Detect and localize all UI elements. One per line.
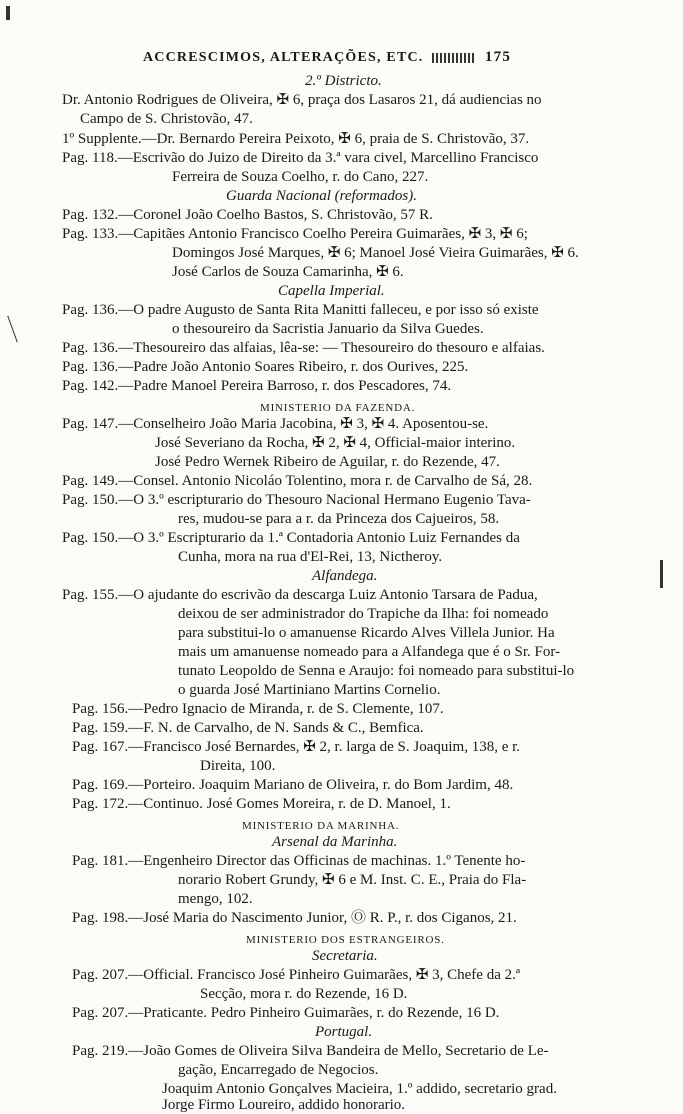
entry-line: Pag. 155.—O ajudante do escrivão da descarga Luiz Antonio Tarsara de Padua, — [62, 587, 538, 603]
entry-line: José Pedro Wernek Ribeiro de Aguilar, r. do Rezende, 47. — [155, 454, 500, 470]
margin-mark — [660, 560, 663, 588]
entry-line: Pag. 118.—Escrivão do Juizo de Direito da 3.ª vara civel, Marcellino Francisco — [62, 150, 539, 166]
ministry-heading: MINISTERIO DA FAZENDA. — [260, 402, 416, 414]
entry-line: José Carlos de Souza Camarinha, ✠ 6. — [172, 264, 404, 280]
entry-line: deixou de ser administrador do Trapiche da Ilha: foi nomeado — [178, 606, 549, 622]
section-heading: Capella Imperial. — [278, 283, 385, 299]
section-heading: Alfandega. — [312, 568, 378, 584]
section-heading: Portugal. — [315, 1024, 373, 1040]
entry-line: Domingos José Marques, ✠ 6; Manoel José Vieira Guimarães, ✠ 6. — [172, 245, 579, 261]
ministry-heading: MINISTERIO DA MARINHA. — [242, 820, 400, 832]
entry-line: 1º Supplente.—Dr. Bernardo Pereira Peixoto, ✠ 6, praia de S. Christovão, 37. — [62, 131, 530, 147]
entry-line: gação, Encarregado de Negocios. — [178, 1062, 379, 1078]
ministry-heading: MINISTERIO DOS ESTRANGEIROS. — [246, 934, 445, 946]
entry-line: Pag. 133.—Capitães Antonio Francisco Coelho Pereira Guimarães, ✠ 3, ✠ 6; — [62, 226, 528, 242]
entry-line: Joaquim Antonio Gonçalves Macieira, 1.º addido, secretario grad. — [162, 1081, 557, 1097]
header-ornament — [432, 53, 476, 63]
margin-mark — [7, 316, 18, 343]
entry-line: tunato Leopoldo de Senna e Araujo: foi nomeado para substitui-lo — [178, 663, 575, 679]
entry-line: Pag. 136.—Padre João Antonio Soares Ribeiro, r. dos Ourives, 225. — [62, 359, 469, 375]
entry-line: Pag. 207.—Official. Francisco José Pinheiro Guimarães, ✠ 3, Chefe da 2.ª — [72, 967, 521, 983]
entry-line: Secção, mora r. do Rezende, 16 D. — [200, 986, 408, 1002]
entry-line: norario Robert Grundy, ✠ 6 e M. Inst. C. E., Praia do Fla- — [178, 872, 527, 888]
entry-line: Pag. 149.—Consel. Antonio Nicoláo Tolentino, mora r. de Carvalho de Sá, 28. — [62, 473, 533, 489]
entry-line: Pag. 219.—João Gomes de Oliveira Silva Bandeira de Mello, Secretario de Le- — [72, 1043, 549, 1059]
entry-line: Pag. 181.—Engenheiro Director das Officinas de machinas. 1.º Tenente ho- — [72, 853, 526, 869]
section-heading: 2.º Districto. — [305, 73, 382, 89]
entry-line: mais um amanuense nomeado para a Alfandega que é o Sr. For- — [178, 644, 561, 660]
entry-line: mengo, 102. — [178, 891, 253, 907]
running-header — [143, 48, 511, 67]
entry-line: Campo de S. Christovão, 47. — [80, 111, 253, 127]
entry-line: Pag. 150.—O 3.º escripturario do Thesouro Nacional Hermano Eugenio Tava- — [62, 492, 531, 508]
page-number: 175 — [484, 49, 512, 65]
entry-line: Pag. 207.—Praticante. Pedro Pinheiro Guimarães, r. do Rezende, 16 D. — [72, 1005, 500, 1021]
entry-line: Pag. 167.—Francisco José Bernardes, ✠ 2, r. larga de S. Joaquim, 138, e r. — [72, 739, 521, 755]
entry-line: res, mudou-se para a r. da Princeza dos Cajueiros, 58. — [178, 511, 500, 527]
margin-mark — [6, 6, 10, 20]
entry-line: Pag. 132.—Coronel João Coelho Bastos, S. Christovão, 57 R. — [62, 207, 433, 223]
entry-line: Pag. 147.—Conselheiro João Maria Jacobina, ✠ 3, ✠ 4. Aposentou-se. — [62, 416, 489, 432]
entry-line: Pag. 156.—Pedro Ignacio de Miranda, r. de S. Clemente, 107. — [72, 701, 444, 717]
entry-line: Jorge Firmo Loureiro, addido honorario. — [162, 1097, 406, 1113]
entry-line: Direita, 100. — [200, 758, 276, 774]
section-heading: Guarda Nacional (reformados). — [226, 188, 417, 204]
entry-line: o thesoureiro da Sacristia Januario da Silva Guedes. — [172, 321, 484, 337]
entry-line: Ferreira de Souza Coelho, r. do Cano, 227. — [172, 169, 429, 185]
entry-line: Pag. 169.—Porteiro. Joaquim Mariano de Oliveira, r. do Bom Jardim, 48. — [72, 777, 514, 793]
entry-line: Pag. 198.—José Maria do Nascimento Junior, Ⓞ R. P., r. dos Ciganos, 21. — [72, 910, 517, 926]
entry-line: José Severiano da Rocha, ✠ 2, ✠ 4, Official-maior interino. — [155, 435, 516, 451]
entry-line: Pag. 150.—O 3.º Escripturario da 1.ª Contadoria Antonio Luiz Fernandes da — [62, 530, 520, 546]
section-heading: Secretaria. — [312, 948, 378, 964]
entry-line: o guarda José Martiniano Martins Cornelio. — [178, 682, 441, 698]
entry-line: para substitui-lo o amanuense Ricardo Alves Villela Junior. Ha — [178, 625, 555, 641]
entry-line: Dr. Antonio Rodrigues de Oliveira, ✠ 6, praça dos Lasaros 21, dá audiencias no — [62, 92, 542, 108]
entry-line: Pag. 136.—O padre Augusto de Santa Rita Manitti falleceu, e por isso só existe — [62, 302, 539, 318]
entry-line: Pag. 159.—F. N. de Carvalho, de N. Sands & C., Bemfica. — [72, 720, 424, 736]
entry-line: Pag. 136.—Thesoureiro das alfaias, lêa-se: — Thesoureiro do thesouro e alfaias. — [62, 340, 545, 356]
header-title: ACCRESCIMOS, ALTERAÇÕES, ETC. — [143, 50, 424, 65]
entry-line: Pag. 142.—Padre Manoel Pereira Barroso, r. dos Pescadores, 74. — [62, 378, 452, 394]
section-heading: Arsenal da Marinha. — [272, 834, 398, 850]
entry-line: Cunha, mora na rua d'El-Rei, 13, Nictheroy. — [178, 549, 443, 565]
entry-line: Pag. 172.—Continuo. José Gomes Moreira, r. de D. Manoel, 1. — [72, 796, 451, 812]
